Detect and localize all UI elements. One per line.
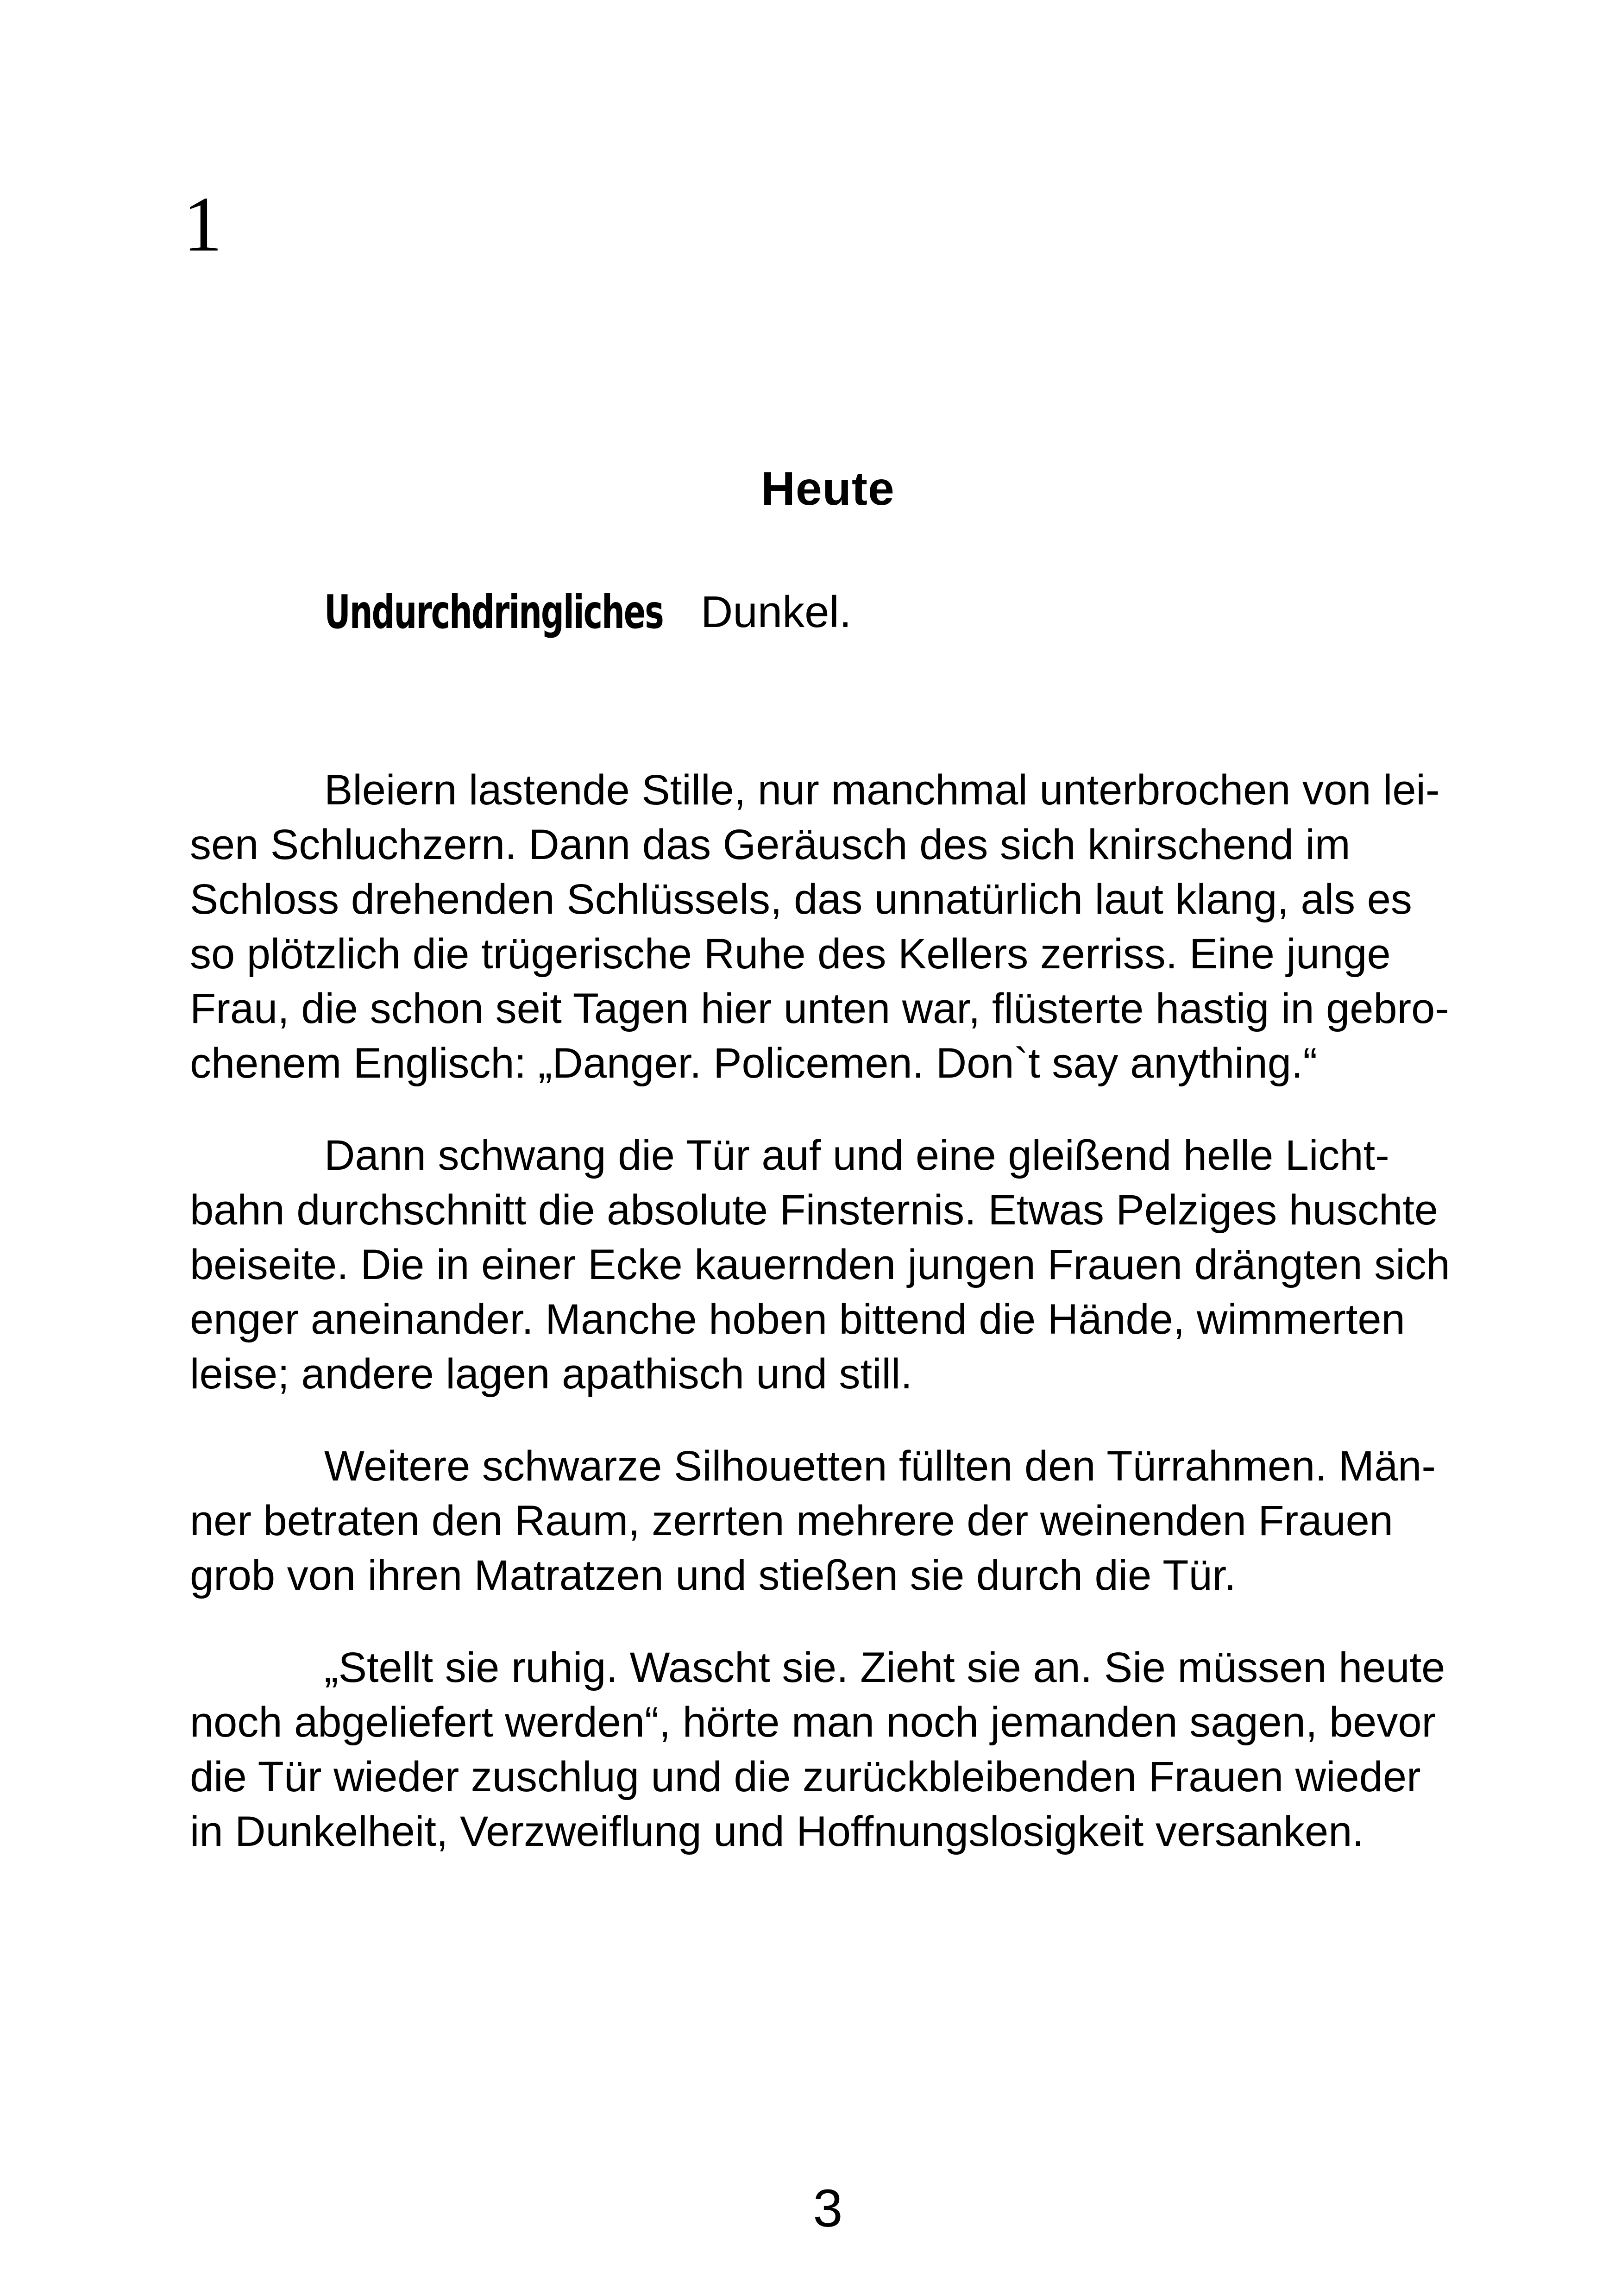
chapter-heading: Heute	[761, 462, 895, 515]
body-text	[190, 763, 1496, 1896]
body-paragraph: „Stellt sie ruhig. Wascht sie. Zieht sie an. Sie müssen heute noch abgeliefert werden“, hörte man noch jemanden sagen, bevor die Tür wieder zuschlug und die zurückbleibenden Frauen wieder in Dunkelheit, Verzweiflung und Hoffnungslosigkeit versanken.	[190, 1644, 1445, 1855]
body-paragraph: Bleiern lastende Stille, nur manchmal unterbrochen von lei- sen Schluchzern. Dann das Geräusch des sich knirschend im Schloss drehenden Schlüssels, das unnatürlich laut klang, als es so plötzlich die trügerische Ruhe des Kellers zerriss. Eine junge Frau, die schon seit Tagen hier unten war, flüsterte hastig in gebro- chenem Englisch: „Danger. Policemen. Don`t say anything.“	[190, 766, 1449, 1087]
page-number: 3	[813, 2179, 843, 2238]
opening-line-rest: Dunkel.	[701, 587, 852, 637]
opening-line-display-word: Undurchdringliches	[324, 585, 663, 639]
body-paragraph: Weitere schwarze Silhouetten füllten den Türrahmen. Män- ner betraten den Raum, zerrten mehrere der weinenden Frauen grob von ihren Matratzen und stießen sie durch die Tür.	[190, 1443, 1436, 1599]
chapter-number: 1	[183, 181, 222, 268]
body-paragraph: Dann schwang die Tür auf und eine gleißend helle Licht- bahn durchschnitt die absolute Finsternis. Etwas Pelziges huschte beiseite. Die in einer Ecke kauernden jungen Frauen drängten sich enger aneinander. Manche hoben bittend die Hände, wimmerten leise; andere lagen apathisch und still.	[190, 1132, 1450, 1398]
